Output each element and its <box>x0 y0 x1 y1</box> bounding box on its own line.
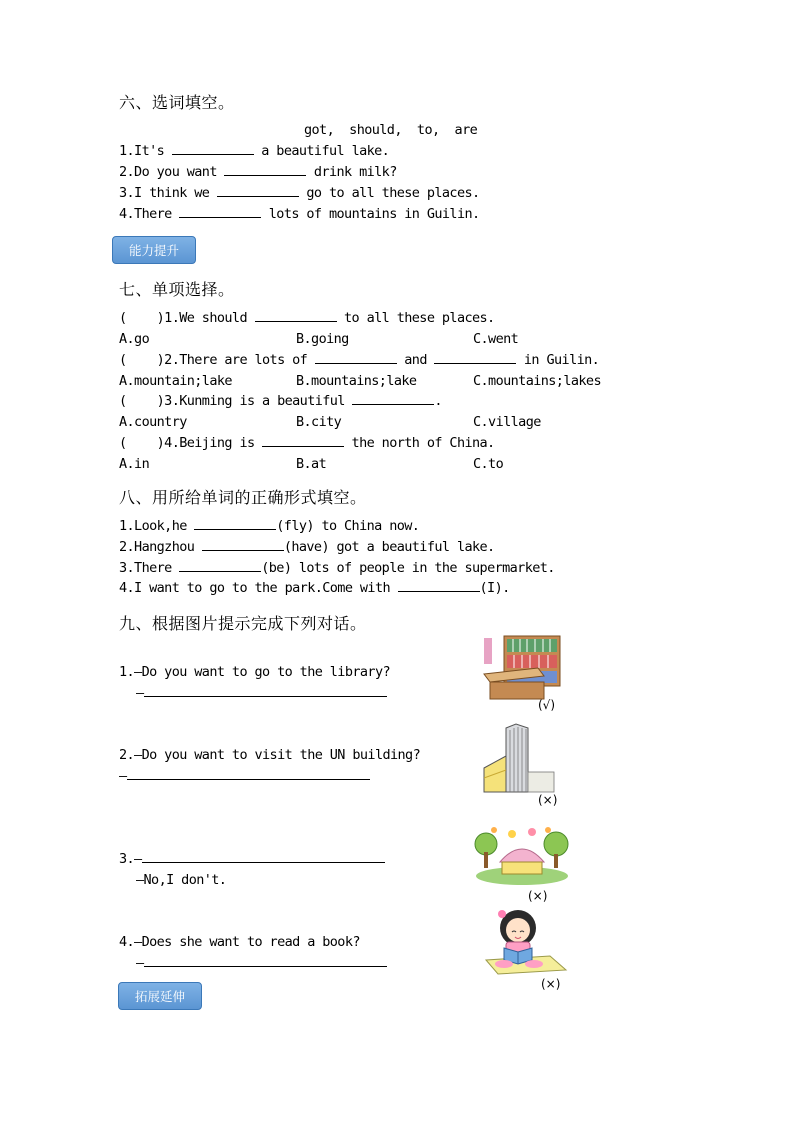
fill-item-1: 1.It's a beautiful lake. <box>119 143 390 159</box>
dialogue-1-line2: — <box>136 685 387 701</box>
dialogue-3-line2: —No,I don't. <box>136 872 227 888</box>
section6-heading: 六、选词填空。 <box>119 93 235 112</box>
fill-item-4: 4.There lots of mountains in Guilin. <box>119 206 480 222</box>
option-a[interactable]: A.mountain;lake <box>119 373 232 389</box>
option-a[interactable]: A.country <box>119 414 187 430</box>
option-c[interactable]: C.mountains;lakes <box>473 373 601 389</box>
answer-blank[interactable] <box>127 779 370 780</box>
answer-blank[interactable] <box>144 966 387 967</box>
tick-mark: (√) <box>538 698 556 712</box>
form-item-3: 3.There (be) lots of people in the supermarket. <box>119 560 555 576</box>
option-a[interactable]: A.go <box>119 331 150 347</box>
answer-blank[interactable] <box>352 404 434 405</box>
un-building-picture <box>482 722 564 794</box>
extension-badge: 拓展延伸 <box>118 982 202 1010</box>
fill-item-3: 3.I think we go to all these places. <box>119 185 480 201</box>
tree-icon <box>475 833 497 855</box>
form-item-1: 1.Look,he (fly) to China now. <box>119 518 420 534</box>
cross-mark: (×) <box>538 793 558 807</box>
section8-heading: 八、用所给单词的正确形式填空。 <box>119 488 367 507</box>
cross-mark: (×) <box>528 889 548 903</box>
section7-heading: 七、单项选择。 <box>119 280 235 299</box>
dialogue-4-line2: — <box>136 955 387 971</box>
mc-question-2: ( )2.There are lots of and in Guilin. <box>119 352 600 368</box>
answer-blank[interactable] <box>179 217 261 218</box>
option-a[interactable]: A.in <box>119 456 150 472</box>
section9-heading: 九、根据图片提示完成下列对话。 <box>119 614 367 633</box>
answer-blank[interactable] <box>255 321 337 322</box>
form-item-2: 2.Hangzhou (have) got a beautiful lake. <box>119 539 495 555</box>
pavilion-roof <box>500 849 544 862</box>
option-b[interactable]: B.going <box>296 331 349 347</box>
pavilion-base <box>502 862 542 874</box>
option-b[interactable]: B.city <box>296 414 342 430</box>
answer-blank[interactable] <box>202 550 284 551</box>
dialogue-1-line1: 1.—Do you want to go to the library? <box>119 664 390 680</box>
option-c[interactable]: C.went <box>473 331 519 347</box>
dialogue-2-line1: 2.—Do you want to visit the UN building? <box>119 747 421 763</box>
answer-blank[interactable] <box>224 175 306 176</box>
answer-blank[interactable] <box>217 196 299 197</box>
fill-item-2: 2.Do you want drink milk? <box>119 164 397 180</box>
mc-question-4: ( )4.Beijing is the north of China. <box>119 435 495 451</box>
library-picture <box>482 634 562 700</box>
mc-question-1: ( )1.We should to all these places. <box>119 310 495 326</box>
option-c[interactable]: C.village <box>473 414 541 430</box>
option-b[interactable]: B.at <box>296 456 327 472</box>
word-bank: got, should, to, are <box>304 122 478 138</box>
girl-reading-picture <box>480 906 572 976</box>
dialogue-3-line1: 3.— <box>119 851 385 867</box>
dialogue-4-line1: 4.—Does she want to read a book? <box>119 934 360 950</box>
curtain <box>484 638 492 664</box>
option-b[interactable]: B.mountains;lake <box>296 373 417 389</box>
answer-blank[interactable] <box>194 529 276 530</box>
mc-question-3: ( )3.Kunming is a beautiful . <box>119 393 442 409</box>
answer-blank[interactable] <box>142 862 385 863</box>
tree-icon <box>544 832 568 856</box>
ability-badge: 能力提升 <box>112 236 196 264</box>
form-item-4: 4.I want to go to the park.Come with (I). <box>119 580 510 596</box>
answer-blank[interactable] <box>144 696 387 697</box>
answer-blank[interactable] <box>179 571 261 572</box>
answer-blank[interactable] <box>398 591 480 592</box>
option-c[interactable]: C.to <box>473 456 504 472</box>
answer-blank[interactable] <box>172 154 254 155</box>
answer-blank[interactable] <box>315 363 397 364</box>
tower <box>506 724 528 792</box>
park-picture <box>472 822 572 888</box>
dialogue-2-line2: — <box>119 768 370 784</box>
cross-mark: (×) <box>541 977 561 991</box>
answer-blank[interactable] <box>262 446 344 447</box>
answer-blank[interactable] <box>434 363 516 364</box>
